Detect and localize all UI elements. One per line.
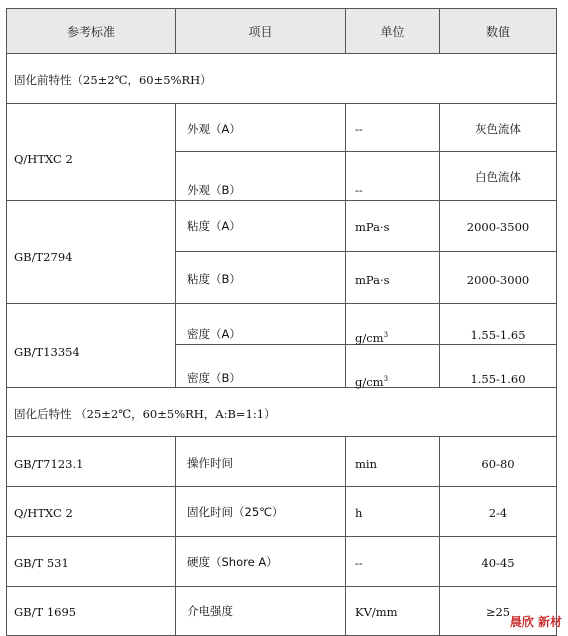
unit-base: g/cm [355, 330, 384, 345]
divider [6, 387, 557, 388]
divider [6, 586, 557, 587]
unit-sup: 3 [383, 331, 389, 339]
cell-standard: Q/HTXC 2 [14, 506, 73, 520]
cell-unit [355, 372, 388, 389]
divider [6, 436, 557, 437]
cell-value: ≥25 [485, 605, 511, 619]
cell-unit: min [355, 457, 377, 471]
cell-item: 硬度（Shore A） [187, 555, 278, 569]
cell-item: 操作时间 [187, 456, 233, 470]
cell-value: 2000-3500 [466, 220, 530, 234]
cell-standard: GB/T13354 [14, 345, 80, 359]
cell-value: 40-45 [481, 556, 515, 570]
cell-unit: h [355, 506, 363, 520]
cell-value: 2000-3000 [466, 273, 530, 287]
divider [6, 303, 557, 304]
cell-unit [355, 328, 388, 345]
header-value [439, 8, 557, 54]
cell-value: 2-4 [488, 506, 508, 520]
cell-value: 1.55-1.65 [470, 328, 526, 342]
cell-unit: mPa·s [355, 273, 390, 287]
cell-standard: GB/T2794 [14, 250, 73, 264]
divider [6, 200, 557, 201]
divider [6, 486, 557, 487]
border-left [6, 53, 7, 636]
header-unit-label: 单位 [380, 24, 405, 39]
section-before-title: 固化前特性（25±2℃，60±5%RH） [14, 73, 212, 87]
cell-value: 1.55-1.60 [470, 372, 526, 386]
divider [175, 151, 557, 152]
header-value-label: 数值 [485, 24, 510, 39]
cell-standard: GB/T7123.1 [14, 457, 84, 471]
divider [175, 251, 557, 252]
cell-unit: -- [355, 122, 363, 136]
cell-item: 密度（A） [187, 327, 241, 341]
cell-unit: KV/mm [355, 605, 398, 619]
cell-value: 灰色流体 [475, 122, 521, 136]
cell-unit: -- [355, 183, 363, 197]
divider [6, 103, 557, 104]
cell-item: 固化时间（25℃） [187, 505, 284, 519]
header-standard-label: 参考标准 [66, 24, 115, 39]
header-standard [6, 8, 176, 54]
watermark: 晨欣 新材 [509, 615, 562, 629]
cell-item: 粘度（A） [187, 219, 241, 233]
section-after-title: 固化后特性 （25±2℃，60±5%RH，A:B=1:1） [14, 407, 276, 421]
header-item-label: 项目 [248, 24, 273, 39]
cell-standard: GB/T 531 [14, 556, 69, 570]
unit-base: g/cm [355, 374, 384, 389]
divider [6, 536, 557, 537]
cell-unit: -- [355, 556, 363, 570]
cell-item: 外观（B） [187, 183, 241, 197]
cell-item: 密度（B） [187, 371, 241, 385]
header-item [175, 8, 346, 54]
header-unit [345, 8, 440, 54]
cell-item: 外观（A） [187, 122, 241, 136]
cell-standard: Q/HTXC 2 [14, 152, 73, 166]
cell-item: 粘度（B） [187, 272, 241, 286]
cell-value: 白色流体 [475, 170, 521, 184]
cell-unit: mPa·s [355, 220, 390, 234]
cell-item: 介电强度 [187, 604, 233, 618]
cell-standard: GB/T 1695 [14, 605, 77, 619]
unit-sup: 3 [383, 375, 389, 383]
cell-value: 60-80 [481, 457, 515, 471]
